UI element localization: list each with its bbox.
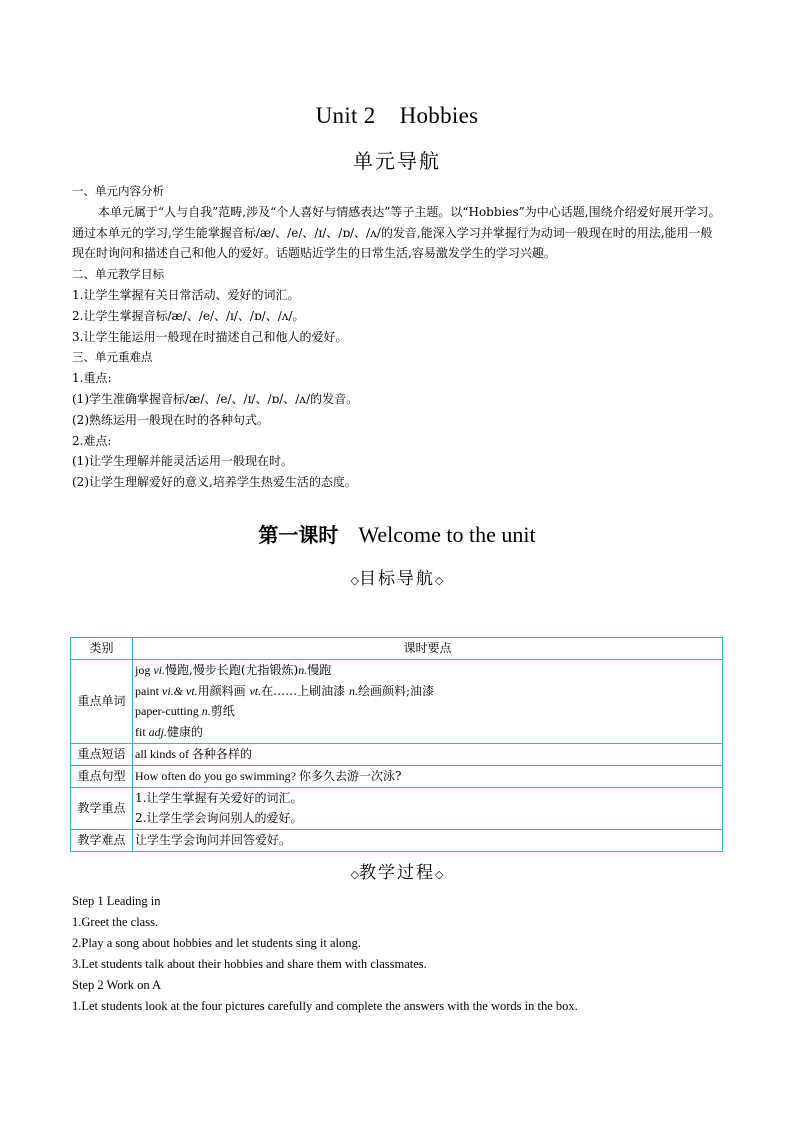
unit-title [0, 103, 794, 129]
diamond-icon: ◇ [435, 868, 444, 881]
header-category: 类别 [71, 638, 133, 660]
section2-heading: 二、单元教学目标 [72, 267, 164, 282]
lesson-number: 第一课时 [258, 523, 339, 547]
diamond-icon: ◇ [435, 574, 444, 587]
diamond-icon: ◇ [350, 868, 359, 881]
unit-subtitle: 单元导航 [353, 149, 441, 173]
teaching-key-item: 1.让学生掌握有关爱好的词汇。 [135, 790, 303, 805]
step-line: 1.Greet the class. [72, 915, 159, 929]
goal-item: 2.让学生掌握音标/æ/、/e/、/ɪ/、/ɒ/、/ʌ/。 [72, 308, 305, 323]
key-point-item: (1)学生准确掌握音标/æ/、/e/、/ɪ/、/ɒ/、/ʌ/的发音。 [72, 391, 359, 406]
teaching-key-item: 2.让学生学会询问别人的爱好。 [135, 811, 303, 826]
table-row [71, 787, 723, 830]
step-line: Step 2 Work on A [72, 978, 162, 992]
step-line: 3.Let students talk about their hobbies and share them with classmates. [72, 957, 427, 971]
lesson-points-table [70, 637, 723, 852]
difficult-point-item: (2)让学生理解爱好的意义,培养学生热爱生活的态度。 [72, 475, 357, 490]
step-line: Step 1 Leading in [72, 894, 161, 908]
process-heading [0, 858, 794, 883]
table-row [71, 830, 723, 852]
table-row [71, 659, 723, 743]
teaching-difficulty-cell: 让学生学会询问并回答爱好。 [133, 830, 723, 852]
goal-item: 1.让学生掌握有关日常活动、爱好的词汇。 [72, 287, 300, 302]
sentence-cell: How often do you go swimming? 你多久去游一次泳? [133, 765, 723, 787]
step-line: 2.Play a song about hobbies and let students sing it along. [72, 936, 361, 950]
row-label-phrase: 重点短语 [71, 743, 133, 765]
unit-number: Unit 2 [315, 103, 376, 128]
phrase-cell: all kinds of 各种各样的 [133, 743, 723, 765]
teaching-key-cell [133, 787, 723, 830]
header-points: 课时要点 [133, 638, 723, 660]
lesson-title [0, 519, 794, 548]
unit-overview [72, 181, 722, 493]
section3-heading: 三、单元重难点 [72, 350, 153, 365]
process-heading-text: 教学过程 [359, 863, 435, 883]
difficult-points-label: 2.难点: [72, 433, 112, 448]
table-row [71, 743, 723, 765]
key-points-label: 1.重点: [72, 371, 112, 386]
row-label-vocab: 重点单词 [71, 659, 133, 743]
table-header-row [71, 638, 723, 660]
goal-item: 3.让学生能运用一般现在时描述自己和他人的爱好。 [72, 329, 348, 344]
vocab-cell [133, 659, 723, 743]
vocab-line: paper-cutting n.剪纸 [135, 704, 235, 719]
row-label-teaching-difficulty: 教学难点 [71, 830, 133, 852]
diamond-icon: ◇ [350, 574, 359, 587]
goals-heading [0, 564, 794, 589]
unit-topic: Hobbies [399, 103, 479, 128]
vocab-line: jog vi.慢跑,慢步长跑(尤指锻炼)n.慢跑 [135, 662, 332, 677]
key-point-item: (2)熟练运用一般现在时的各种句式。 [72, 412, 269, 427]
section1-heading: 一、单元内容分析 [72, 184, 164, 198]
goals-heading-text: 目标导航 [359, 569, 435, 589]
row-label-sentence: 重点句型 [71, 765, 133, 787]
lesson-name: Welcome to the unit [358, 522, 536, 547]
teaching-steps [72, 891, 732, 1017]
difficult-point-item: (1)让学生理解并能灵活运用一般现在时。 [72, 454, 293, 469]
vocab-line: fit adj.健康的 [135, 725, 204, 740]
table-row [71, 765, 723, 787]
step-line: 1.Let students look at the four pictures carefully and complete the answers with the words in the box. [72, 999, 578, 1013]
section1-paragraph: 本单元属于“人与自我”范畴,涉及“个人喜好与情感表达”等子主题。以“Hobbies”为中心话题,围绕介绍爱好展开学习。 通过本单元的学习,学生能掌握音标/æ/、/e/、/ɪ/、/ɒ/、/ʌ/的发音,能深入学习并掌握行为动词一般现在时的用法,能用一般现在时询问和描述自己和他人的爱好。话题贴近学生的日常生活,容易激发学生的学习兴趣。 [72, 204, 721, 261]
row-label-teaching-key: 教学重点 [71, 787, 133, 830]
vocab-line: paint vi.& vt.用颜料画 vt.在……上刷油漆 n.绘画颜料;油漆 [135, 683, 435, 698]
